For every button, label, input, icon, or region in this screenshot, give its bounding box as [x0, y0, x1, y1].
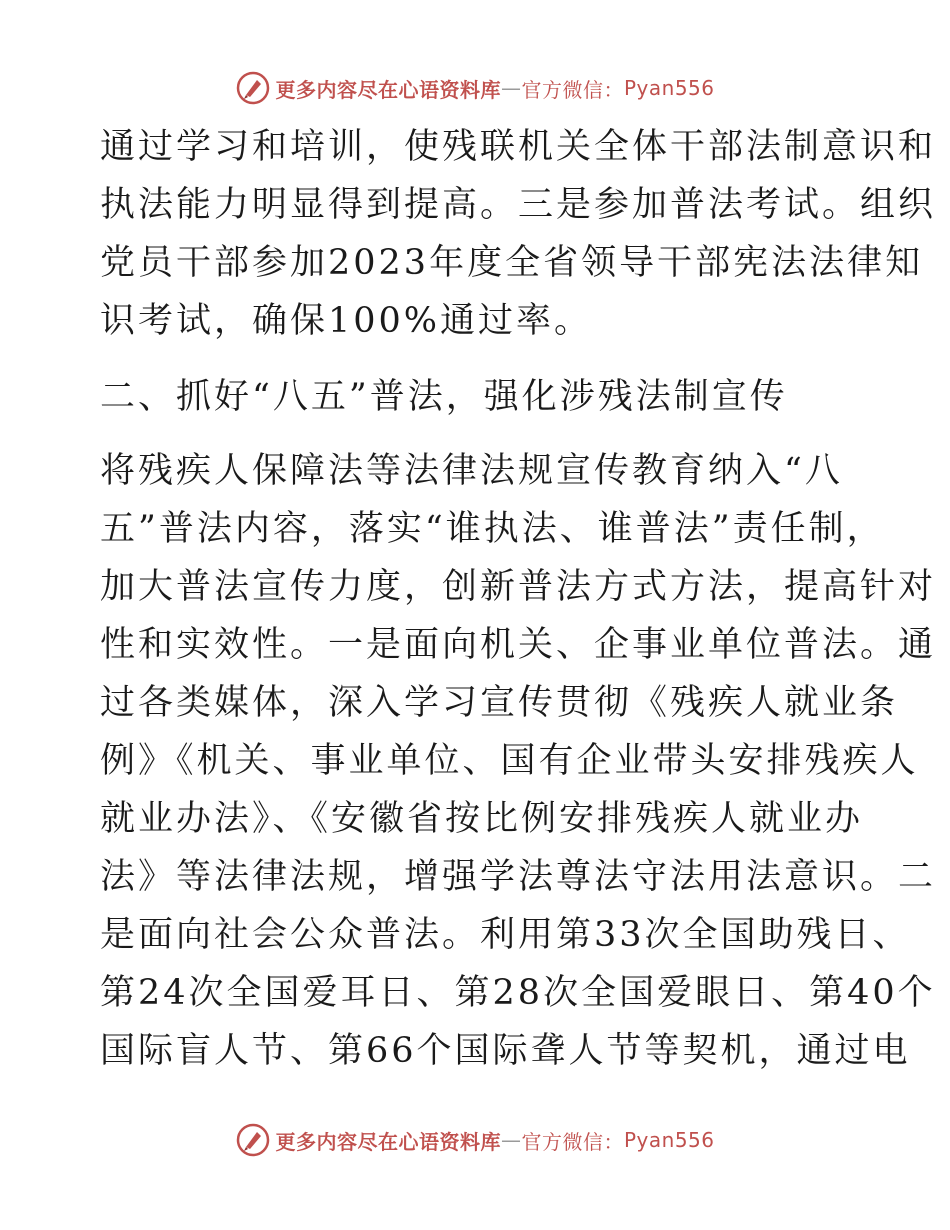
text-line: 就业办法》、《安徽省按比例安排残疾人就业办 — [100, 799, 864, 839]
watermark-brand: 更多内容尽在心语资料库 — [275, 77, 501, 102]
watermark-contact-id: Pyan556 — [623, 76, 715, 100]
watermark-brand: 更多内容尽在心语资料库 — [275, 1129, 501, 1154]
text-line: 五”普法内容，落实“谁执法、谁普法”责任制， — [100, 509, 885, 549]
watermark-separator: — — [500, 76, 522, 100]
section-heading: 二、抓好“八五”普法，强化涉残法制宣传 — [100, 377, 788, 417]
text-line: 党员干部参加2023年度全省领导干部宪法法律知 — [100, 243, 924, 283]
pen-nib-icon — [235, 1122, 271, 1158]
text-line: 国际盲人节、第66个国际聋人节等契机，通过电 — [100, 1031, 911, 1071]
text-line: 识考试，确保100%通过率。 — [100, 301, 593, 341]
text-line: 加大普法宣传力度，创新普法方式方法，提高针对 — [100, 567, 937, 607]
text-line: 将残疾人保障法等法律法规宣传教育纳入“八 — [100, 451, 843, 491]
text-line: 过各类媒体，深入学习宣传贯彻《残疾人就业条 — [100, 683, 899, 723]
text-line: 性和实效性。一是面向机关、企事业单位普法。通 — [100, 625, 937, 665]
text-line: 法》等法律法规，增强学法尊法守法用法意识。二 — [100, 857, 937, 897]
text-line: 是面向社会公众普法。利用第33次全国助残日、 — [100, 915, 911, 955]
header-watermark — [0, 68, 950, 108]
pen-nib-icon — [235, 70, 271, 106]
watermark-separator: — — [500, 1128, 522, 1152]
watermark-contact-id: Pyan556 — [623, 1128, 715, 1152]
watermark-contact-label: 官方微信： — [521, 1129, 624, 1154]
text-line: 例》《机关、事业单位、国有企业带头安排残疾人 — [100, 741, 919, 781]
text-line: 通过学习和培训，使残联机关全体干部法制意识和 — [100, 127, 937, 167]
text-line: 执法能力明显得到提高。三是参加普法考试。组织 — [100, 185, 937, 225]
text-line: 第24次全国爱耳日、第28次全国爱眼日、第40个 — [100, 973, 936, 1013]
footer-watermark — [0, 1120, 950, 1160]
watermark-contact-label: 官方微信： — [521, 77, 624, 102]
